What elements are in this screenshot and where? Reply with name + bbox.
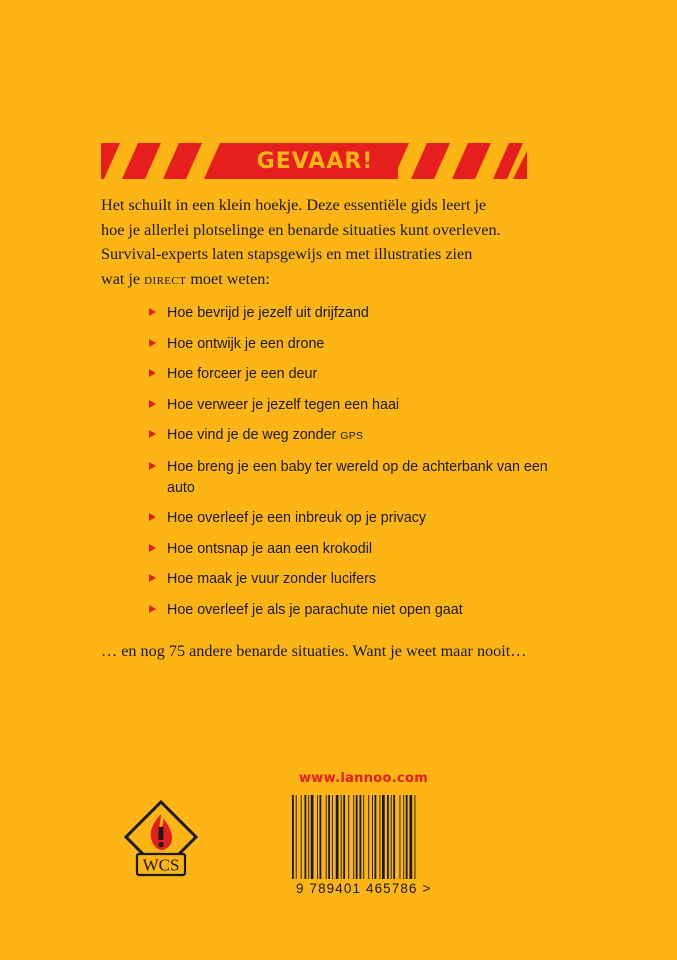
closing-line: … en nog 75 andere benarde situaties. Want je weet maar nooit… [101,642,527,660]
barcode-bar [292,795,294,879]
barcode-bar [348,795,349,879]
list-item-text: Hoe vind je de weg zonder [167,427,341,443]
barcode-bar [336,795,339,879]
barcode-bar [400,795,401,879]
publisher-website: www.lannoo.com [299,771,429,786]
barcode-bar [393,795,395,879]
intro-line: Het schuilt in een klein hoekje. Deze essentiële gids leert je [101,196,487,214]
barcode-bar [328,795,330,879]
barcode-bar [382,795,385,879]
list-item: Hoe ontsnap je aan een krokodil [148,539,548,560]
barcode-bar [375,795,377,879]
barcode-bar [341,795,342,879]
barcode-bar [406,795,408,879]
intro-text: moet weten: [186,269,270,288]
survival-topics-list [148,303,548,630]
barcode-bar [308,795,309,879]
barcode-bar [372,795,373,879]
barcode-bar [326,795,327,879]
barcode-bar [368,795,369,879]
intro-line [101,267,561,292]
list-item: Hoe overleef je als je parachute niet open gaat [148,600,548,621]
barcode-bar [380,795,381,879]
barcode-bar [353,795,354,879]
barcode-bar [391,795,392,879]
list-item: Hoe bevrijd je jezelf uit drijfzand [148,303,548,324]
list-item: Hoe ontwijk je een drone [148,334,548,355]
intro-line: hoe je allerlei plotselinge en benarde situaties kunt overleven. [101,220,501,239]
barcode-bar [320,795,322,879]
isbn-number: 9 789401 465786 > [296,881,432,896]
barcode-bar [296,795,297,879]
logo-text: WCS [142,855,180,875]
barcode-bar [332,795,333,879]
list-item: Hoe overleef je een inbreuk op je privacy [148,508,548,529]
barcode-bar [387,795,389,879]
barcode-bar [305,795,307,879]
barcode-bar [415,795,416,879]
intro-line: Survival-experts laten stapsgewijs en met illustraties zien [101,245,473,263]
intro-emphasis: direct [144,269,187,288]
barcode-bar [317,795,318,879]
list-item: Hoe forceer je een deur [148,364,548,385]
barcode-bar [360,795,362,879]
barcode [292,795,447,879]
barcode-bar [301,795,302,879]
barcode-bar [410,795,413,879]
list-item-abbr: GPS [340,430,364,442]
barcode-bar [311,795,314,879]
list-item: Hoe verweer je jezelf tegen een haai [148,395,548,416]
list-item: Hoe maak je vuur zonder lucifers [148,569,548,590]
barcode-bar [363,795,364,879]
intro-paragraph [101,193,561,291]
flame-warning-icon [122,799,200,879]
list-item [148,425,548,447]
banner-title: GEVAAR! [232,143,398,179]
intro-text: wat je [101,269,145,288]
list-item: Hoe breng je een baby ter wereld op de achterbank van een auto [148,457,548,499]
barcode-bar [343,795,345,879]
barcode-bar [403,795,404,879]
barcode-bar [356,795,358,879]
